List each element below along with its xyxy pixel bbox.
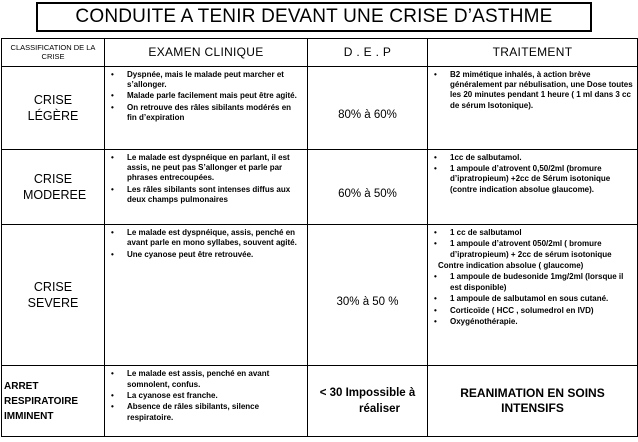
list-item-text: On retrouve des râles sibilants modérés en fin d’expiration	[127, 102, 292, 123]
row-label-severe	[2, 224, 105, 366]
cell-traitement	[428, 66, 638, 149]
list-item: • B2 mimétique inhalés, à action brève généralement par nébulisation, une Dose toutes les 20 minutes pendant 1 heure ( 1 ml dans 3 cc de sérum Isotonique).	[434, 69, 633, 110]
dep-value: 80% à 60%	[338, 108, 397, 121]
table-row	[2, 149, 638, 224]
list-item: • 1 ampoule d’atrovent 0,50/2ml (bromure d’ipratropieum) +2cc de Sérum isotonique (contre indication absolue glaucome).	[434, 163, 611, 194]
list-item-text: Corticoïde ( HCC , solumedrol en IVD)	[450, 305, 594, 315]
row-label-text: CRISE SEVERE	[27, 279, 79, 310]
list-item: • 1 cc de salbutamol	[434, 227, 522, 237]
dep-line: < 30 Impossible à	[319, 387, 416, 400]
header-examen: EXAMEN CLINIQUE	[105, 39, 308, 67]
list-item: • 1cc de salbutamol.	[434, 152, 522, 162]
header-classification: CLASSIFICATION DE LA CRISE	[2, 39, 105, 67]
list-item: • On retrouve des râles sibilants modérés en fin d’expiration	[111, 102, 292, 123]
list-item: • Oxygénothérapie.	[434, 316, 518, 326]
list-item-text: 1 ampoule de salbutamol en sous cutané.	[450, 294, 609, 304]
list-item-text: 1 cc de salbutamol	[450, 227, 522, 237]
list-item-text: 1 ampoule de budesonide 1mg/2ml (lorsque il est disponible)	[450, 272, 624, 292]
cell-examen	[105, 366, 308, 437]
list-item-text: Dyspnée, mais le malade peut marcher et s’allonger.	[127, 69, 284, 90]
row-label-legere	[2, 66, 105, 149]
header-traitement: TRAITEMENT	[428, 39, 638, 67]
list-item: • La cyanose est franche.	[111, 391, 218, 401]
row-label-arret	[2, 366, 105, 437]
list-item-text: B2 mimétique inhalés, à action brève généralement par nébulisation, une Dose toutes les 20 minutes pendant 1 heure ( 1 ml dans 3 cc de sérum Isotonique).	[450, 69, 633, 110]
cell-examen	[105, 66, 308, 149]
header-dep: D . E . P	[308, 39, 428, 67]
list-item-text: Les râles sibilants sont intenses diffus aux deux champs pulmonaires	[127, 184, 291, 205]
row-label-text: CRISE MODEREE	[23, 171, 87, 202]
cell-dep	[308, 66, 428, 149]
cell-dep	[308, 224, 428, 366]
list-item-text: La cyanose est franche.	[127, 391, 218, 401]
dep-value: 60% à 50%	[338, 187, 397, 200]
crisis-table	[1, 38, 638, 437]
list-item: • Malade parle facilement mais peut être agité.	[111, 91, 297, 101]
row-label-line: ARRET	[4, 380, 39, 392]
dep-value: 30% à 50 %	[336, 295, 399, 308]
list-item: • Absence de râles sibilants, silence respiratoire.	[111, 402, 260, 422]
table-row	[2, 224, 638, 366]
cell-examen	[105, 149, 308, 224]
table-row	[2, 366, 638, 437]
contre-indication-note: Contre indication absolue ( glaucome)	[438, 260, 584, 270]
list-item: • 1 ampoule de budesonide 1mg/2ml (lorsque il est disponible)	[434, 272, 624, 292]
list-item: • Le malade est dyspnéique, assis, penché en avant parle en mono syllabes, souvent agité.	[111, 227, 297, 248]
rea-line: INTENSIFS	[501, 401, 564, 416]
rea-line: REANIMATION EN SOINS	[460, 386, 605, 401]
list-item-text: 1cc de salbutamol.	[450, 152, 522, 162]
list-item-text: Oxygénothérapie.	[450, 316, 518, 326]
dep-line: réaliser	[359, 403, 400, 416]
cell-traitement	[428, 366, 638, 437]
list-item: • Le malade est dyspnéique en parlant, il est assis, ne peut pas S’allonger et parle par phrases entrecoupées.	[111, 152, 290, 183]
cell-dep	[308, 366, 428, 437]
list-item-text: Le malade est assis, penché en avant somnolent, confus.	[127, 369, 270, 389]
list-item: • Une cyanose peut être retrouvée.	[111, 249, 254, 259]
table-row	[2, 66, 638, 149]
list-item-text: Absence de râles sibilants, silence respiratoire.	[127, 402, 260, 422]
cell-traitement	[428, 149, 638, 224]
list-item: • Corticoïde ( HCC , solumedrol en IVD)	[434, 305, 594, 315]
list-item: • Le malade est assis, penché en avant somnolent, confus.	[111, 369, 270, 389]
list-item: • Les râles sibilants sont intenses diffus aux deux champs pulmonaires	[111, 184, 291, 205]
list-item: • 1 ampoule d’atrovent 050/2ml ( bromure d’ipratropieum) + 2cc de sérum isotonique	[434, 239, 612, 259]
row-label-text: CRISE LÉGÈRE	[27, 92, 79, 123]
table-header-row	[2, 39, 638, 67]
row-label-moderee	[2, 149, 105, 224]
row-label-line: IMMINENT	[4, 410, 54, 422]
list-item: • Dyspnée, mais le malade peut marcher et s’allonger.	[111, 69, 284, 90]
list-item-text: Une cyanose peut être retrouvée.	[127, 249, 254, 259]
list-item-text: 1 ampoule d’atrovent 050/2ml ( bromure d’ipratropieum) + 2cc de sérum isotonique	[450, 239, 612, 259]
list-item-text: Le malade est dyspnéique en parlant, il est assis, ne peut pas S’allonger et parle par phrases entrecoupées.	[127, 152, 290, 183]
row-label-line: RESPIRATOIRE	[4, 395, 79, 407]
list-item-text: 1 ampoule d’atrovent 0,50/2ml (bromure d’ipratropieum) +2cc de Sérum isotonique (contre indication absolue glaucome).	[450, 163, 611, 194]
cell-traitement	[428, 224, 638, 366]
list-item-text: Malade parle facilement mais peut être agité.	[127, 91, 297, 101]
list-item-text: Le malade est dyspnéique, assis, penché en avant parle en mono syllabes, souvent agité.	[127, 227, 297, 248]
cell-examen	[105, 224, 308, 366]
cell-dep	[308, 149, 428, 224]
list-item: • 1 ampoule de salbutamol en sous cutané.	[434, 294, 609, 304]
page-title: CONDUITE A TENIR DEVANT UNE CRISE D’ASTHME	[36, 2, 592, 32]
